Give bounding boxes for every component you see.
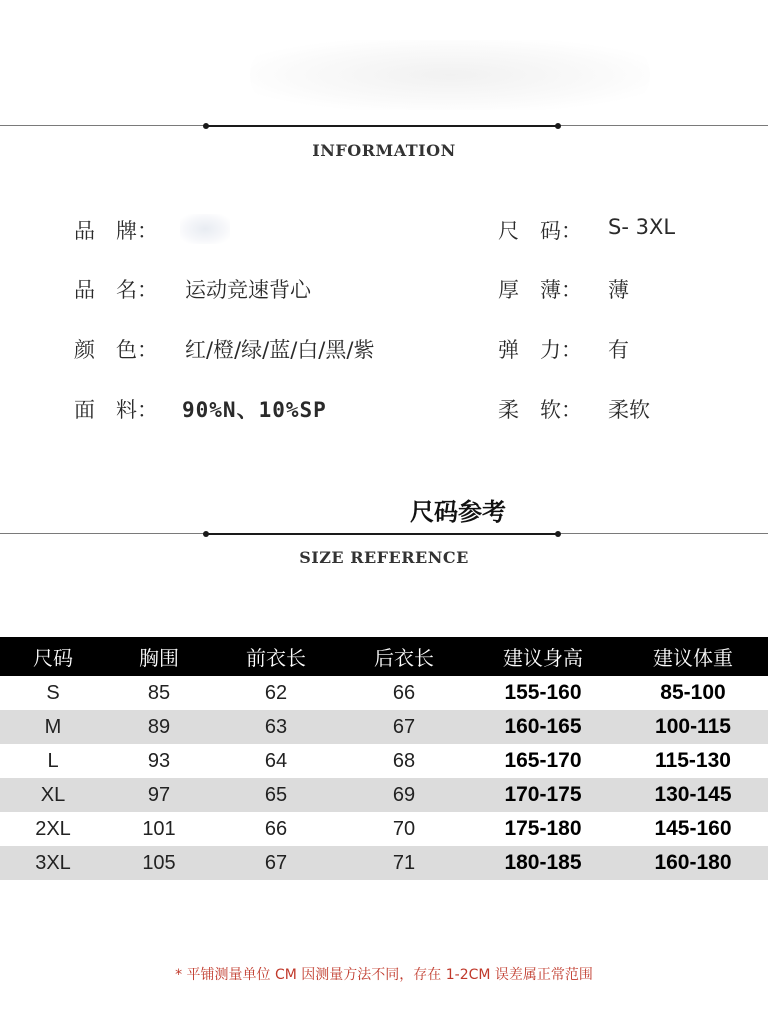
info-value-elasticity: 有 [608,338,629,362]
cell-chest: 89 [106,710,212,744]
divider-dot-right [555,123,561,129]
brand-blurred-value [180,214,230,244]
cell-back-length: 70 [392,817,416,840]
col-header-height: 建议身高 [468,637,618,676]
cell-height: 170-175 [468,778,618,812]
divider-dot-left [203,123,209,129]
cell-front-length: 63 [212,710,340,744]
divider-accent-2 [206,533,558,535]
cell-weight: 130-145 [618,778,768,812]
cell-weight: 85-100 [660,681,726,704]
cell-chest: 105 [106,846,212,880]
table-row [0,812,768,846]
info-label-size: 尺 码： [498,219,582,243]
info-label-softness: 柔 软： [498,398,582,422]
info-label-color: 颜 色： [74,338,158,362]
divider-dot-left-2 [203,531,209,537]
table-row [0,846,768,880]
cell-front-length: 62 [264,681,288,704]
cell-size: 2XL [35,817,71,840]
cell-back-length: 71 [340,846,468,880]
cell-front-length: 65 [212,778,340,812]
info-value-softness: 柔软 [608,398,650,422]
cell-weight: 115-130 [655,749,731,772]
col-header-weight: 建议体重 [618,637,768,676]
measurement-note: * 平铺测量单位 CM 因测量方法不同，存在 1-2CM 误差属正常范围 [175,967,593,983]
blurred-logo [250,40,650,110]
info-value-fabric: 90%N、10%SP [182,398,327,422]
cell-back-length: 69 [340,778,468,812]
col-header-size: 尺码 [0,637,106,676]
information-title: INFORMATION [312,141,456,160]
table-row [0,744,768,778]
cell-weight: 160-180 [618,846,768,880]
cell-front-length: 66 [264,817,288,840]
info-label-brand: 品 牌： [74,219,158,243]
info-label-elasticity: 弹 力： [498,338,582,362]
cell-height: 175-180 [504,817,582,840]
table-row [0,710,768,744]
table-header-row [0,637,768,676]
cell-back-length: 68 [392,749,416,772]
cell-size: 3XL [0,846,106,880]
table-row [0,778,768,812]
cell-chest: 85 [147,681,171,704]
cell-front-length: 64 [264,749,288,772]
col-header-back-length: 后衣长 [340,637,468,676]
info-label-thickness: 厚 薄： [498,278,582,302]
cell-height: 155-160 [504,681,582,704]
cell-weight: 145-160 [654,817,732,840]
info-value-thickness: 薄 [608,278,629,302]
cell-chest: 93 [147,749,171,772]
col-header-chest: 胸围 [106,637,212,676]
col-header-front-length: 前衣长 [212,637,340,676]
cell-weight: 100-115 [618,710,768,744]
cell-size: M [0,710,106,744]
info-value-product-name: 运动竞速背心 [185,278,311,302]
cell-size: XL [0,778,106,812]
cell-chest: 97 [106,778,212,812]
cell-back-length: 67 [340,710,468,744]
size-table [0,637,768,880]
info-value-size: S- 3XL [608,215,676,239]
cell-size: L [47,749,59,772]
info-label-product-name: 品 名： [74,278,158,302]
divider-dot-right-2 [555,531,561,537]
cell-back-length: 66 [392,681,416,704]
table-row [0,676,768,710]
divider-accent [206,125,558,127]
cell-front-length: 67 [212,846,340,880]
cell-height: 180-185 [468,846,618,880]
cell-size: S [46,681,60,704]
info-value-color: 红/橙/绿/蓝/白/黑/紫 [185,338,375,362]
size-reference-heading: 尺码参考 [410,498,506,526]
cell-height: 160-165 [468,710,618,744]
cell-height: 165-170 [504,749,582,772]
size-reference-title: SIZE REFERENCE [299,548,469,567]
info-label-fabric: 面 料： [74,398,158,422]
cell-chest: 101 [142,817,176,840]
